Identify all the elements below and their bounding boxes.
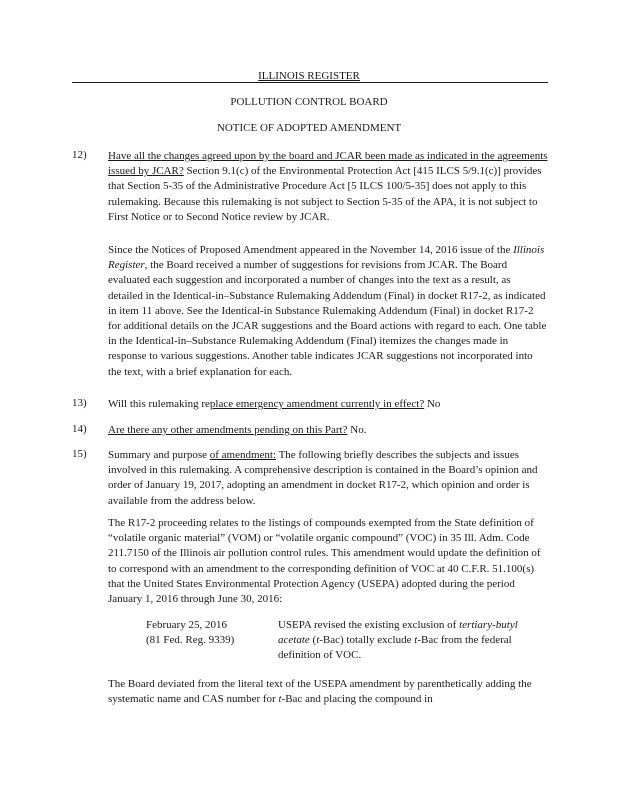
desc-d: -Bac from the federal definition of VOC. xyxy=(278,634,512,661)
item-15-number: 15) xyxy=(72,448,87,460)
item-12-question: Have all the changes agreed upon by the board and JCAR been made as indicated in the agreements issued by JCAR? xyxy=(108,150,548,178)
item-13-question-b: place emergency amendment currently in effect? xyxy=(209,398,425,410)
item-13-answer: No xyxy=(424,398,441,410)
desc-italic-1: tertiary- xyxy=(459,619,496,631)
item-14-answer: No. xyxy=(347,424,367,436)
item-12-para2-b: , the Board received a number of suggestions for revisions from JCAR. The Board evaluated each suggestion and incorporated a number of changes into the text as a result, as detailed in the Identical-in–Substance Rulemaking Addendum (Final) in docket R17-2, as indicated in item 11 above. See the Identical-in Substance Rulemaking Addendum (Final) in docket R17-2 for additional details on the JCAR suggestions and the Board actions with regard to each. One table in the Identical-in–Substance Rulemaking Addendum (Final) itemizes the changes made in response to various suggestions. Another table indicates JCAR suggestions not incorporated into the text, with a brief explanation for each. xyxy=(108,259,547,378)
item-12-text xyxy=(108,149,548,225)
amendment-table-date-column xyxy=(146,618,266,648)
desc-italic-4: t xyxy=(414,634,418,646)
para3-italic: t xyxy=(278,693,282,706)
item-14-text xyxy=(108,423,548,438)
para3-b: -Bac and placing the compound in xyxy=(281,693,433,706)
item-15-paragraph-2: The R17-2 proceeding relates to the listings of compounds exempted from the State definition of “volatile organic material” (VOM) or “volatile organic compound” (VOC) in 35 Ill. Adm. Code 211.7150 of the Illinois air pollution control rules. This amendment would update the definition of to correspond with an amendment to the corresponding definition of VOC at 40 C.F.R. 51.100(s) that the United States Environmental Protection Agency (USEPA) adopted during the period January 1, 2016 through June 30, 2016: xyxy=(108,517,541,606)
amendment-date: February 25, 2016 xyxy=(146,619,227,631)
item-12-answer: Section 9.1(c) of the Environmental Protection Act [415 ILCS 5/9.1(c)] provides that Section 5-35 of the Administrative Procedure Act [5 ILCS 100/5-35] does not apply to this rulemaking. Because this rulemaking is not subject to Section 5-35 of the APA, it is not subject to First Notice or to Second Notice review by JCAR. xyxy=(108,165,542,223)
board-name: POLLUTION CONTROL BOARD xyxy=(230,96,388,108)
item-14-question: Are there any other amendments pending on this Part? xyxy=(108,424,348,436)
item-12-para2-a: Since the Notices of Proposed Amendment appeared in the November 14, 2016 issue of the xyxy=(108,244,514,256)
notice-title: NOTICE OF ADOPTED AMENDMENT xyxy=(216,122,402,134)
item-13-question-a: Will this rulemaking re xyxy=(108,398,210,410)
item-12-number: 12) xyxy=(72,149,87,161)
register-title: ILLINOIS REGISTER xyxy=(258,70,360,82)
desc-italic-2: butyl acetate xyxy=(278,619,518,646)
item-15-lead-b: of amendment: xyxy=(209,449,277,461)
item-13-text xyxy=(108,397,548,412)
desc-a: USEPA revised the existing exclusion of xyxy=(278,619,460,631)
illinois-register-italic: Illinois Register xyxy=(108,244,545,272)
desc-italic-3: t xyxy=(316,634,320,646)
desc-b: ( xyxy=(309,634,317,646)
item-15-paragraph-3 xyxy=(108,677,548,707)
item-12-paragraph-2 xyxy=(108,243,548,380)
item-15-lead-a: Summary and purpose xyxy=(108,449,210,461)
item-13-number: 13) xyxy=(72,397,87,409)
item-14-number: 14) xyxy=(72,423,87,435)
header-rule xyxy=(72,82,548,83)
para3-a: The Board deviated from the literal text of the USEPA amendment by parenthetically adding the systematic name and CAS number for xyxy=(108,678,532,706)
item-15-text xyxy=(108,448,548,509)
amendment-table-description xyxy=(278,618,548,663)
desc-c: -Bac) totally exclude xyxy=(319,634,415,646)
amendment-citation: (81 Fed. Reg. 9339) xyxy=(146,634,235,646)
item-15-body: The following briefly describes the subjects and issues involved in this rulemaking. A comprehensive description is contained in the Board’s opinion and order of January 19, 2017, adopting an amendment in docket R17-2, which opinion and order is available from the address below. xyxy=(108,449,538,507)
